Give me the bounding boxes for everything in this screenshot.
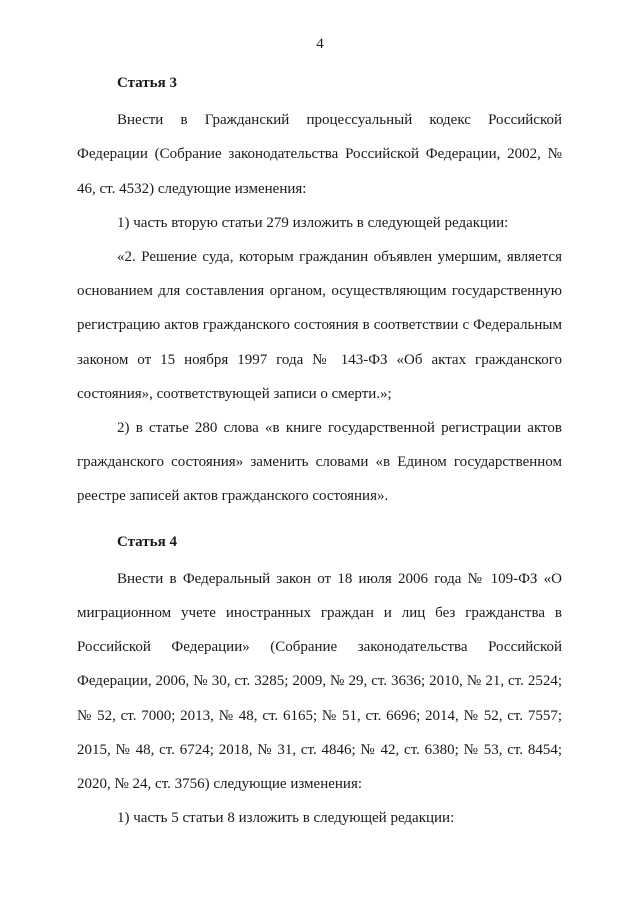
article-4-section — [77, 525, 562, 836]
article-3-paragraph-intro: Внести в Гражданский процессуальный кодекс Российской Федерации (Собрание законодательства Российской Федерации, 2002, № 46, ст. 4532) следующие изменения: — [77, 112, 562, 197]
article-4-paragraph-item-1: 1) часть 5 статьи 8 изложить в следующей редакции: — [117, 810, 455, 827]
article-3-heading: Статья 3 — [117, 75, 177, 91]
article-3-section — [77, 66, 562, 514]
article-3-paragraph-quote: «2. Решение суда, которым гражданин объявлен умершим, является основанием для составления органом, осуществляющим государственную регистрацию актов гражданского состояния в соответствии с Федеральным законом от 15 ноября 1997 года № 143-ФЗ «Об актах гражданского состояния», соответствующей записи о смерти.»; — [77, 249, 562, 402]
document-body — [77, 66, 562, 835]
article-4-paragraph-intro: Внести в Федеральный закон от 18 июля 2006 года № 109-ФЗ «О миграционном учете иностранных граждан и лиц без гражданства в Российской Федерации» (Собрание законодательства Российской Федерации, 2006, № 30, ст. 3285; 2009, № 29, ст. 3636; 2010, № 21, ст. 2524; № 52, ст. 7000; 2013, № 48, ст. 6165; № 51, ст. 6696; 2014, № 52, ст. 7557; 2015, № 48, ст. 6724; 2018, № 31, ст. 4846; № 42, ст. 6380; № 53, ст. 8454; 2020, № 24, ст. 3756) следующие изменения: — [77, 570, 562, 793]
page-number: 4 — [316, 36, 324, 52]
article-3-paragraph-item-2: 2) в статье 280 слова «в книге государственной регистрации актов гражданского состояния» заменить словами «в Едином государственном реестре записей актов гражданского состояния». — [77, 420, 562, 505]
article-4-heading: Статья 4 — [117, 533, 177, 550]
article-3-paragraph-item-1: 1) часть вторую статьи 279 изложить в следующей редакции: — [117, 214, 509, 231]
